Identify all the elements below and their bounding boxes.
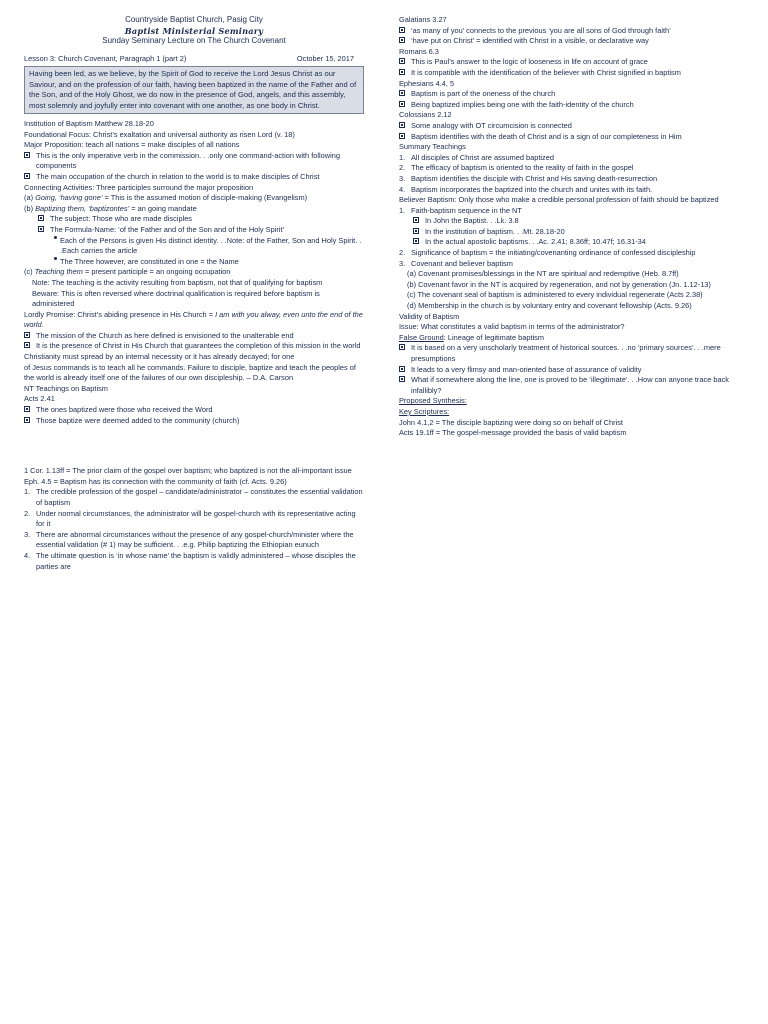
checkbox-bullet-icon — [413, 217, 419, 223]
checkbox-bullet-icon — [399, 344, 405, 350]
left-column — [24, 15, 364, 572]
list-item: (d) Membership in the church is by voluntary entry and covenant fellowship (Acts. 9.26) — [407, 301, 692, 311]
seminary-name: Baptist Ministerial Seminary — [124, 25, 264, 36]
teaching-note: Note: The teaching is the activity resulting from baptism, not that of qualifying for baptism — [32, 277, 323, 287]
list-item: 1. Faith-baptism sequence in the NT — [399, 205, 522, 215]
list-item: 1. All disciples of Christ are assumed baptized — [399, 152, 554, 162]
list-item: 2. Under normal circumstances, the administrator will be gospel-church with its representative acting for it — [24, 508, 356, 529]
participle-a: (a) Going, ‘having gone’ = This is the assumed motion of disciple-making (Evangelism) — [24, 193, 308, 203]
ephesians-heading: Ephesians 4.4, 5 — [399, 78, 455, 88]
list-item: ‘as many of you’ connects to the previous ‘you are all sons of God through faith’ — [399, 26, 747, 37]
checkbox-bullet-icon — [399, 133, 405, 139]
ephesians-reference: Eph. 4.5 = Baptism has its connection with the community of faith (cf. Acts. 9.26) — [24, 476, 287, 486]
list-item: In the actual apostolic baptisms. . .Ac. 2.41; 8.36ff; 10.47f; 16.31-34 — [399, 237, 747, 248]
covenant-quote-box: Having been led, as we believe, by the Spirit of God to receive the Lord Jesus Christ as our Saviour, and on the profession of our faith, having been baptized in the name of the Father and of the Son, and of the Holy Ghost, we do now in the presence of God, angels, and this assembly, most solemnly and joyfully enter into covenant with one another, as one body in Christ. — [24, 66, 364, 114]
corinthians-reference: 1 Cor. 1.13ff = The prior claim of the gospel over baptism; who baptized is not the all-important issue — [24, 466, 352, 476]
checkbox-bullet-icon — [24, 173, 30, 179]
major-proposition: Major Proposition: teach all nations = make disciples of all nations — [24, 140, 240, 150]
list-item: This is Paul’s answer to the logic of looseness in life on account of grace — [399, 57, 747, 68]
list-item: In the institution of baptism. . .Mt. 28.18-20 — [399, 227, 747, 238]
checkbox-bullet-icon — [399, 27, 405, 33]
list-item: 3. Baptism identifies the disciple with Christ and His saving death-resurrection — [399, 173, 658, 183]
list-item: What if somewhere along the line, one is proved to be ‘illegitimate’. . .How can anyone trace back infallibly? — [399, 375, 747, 396]
list-item: Baptism is part of the oneness of the church — [399, 89, 747, 100]
list-item: 4. Baptism incorporates the baptized into the church and unites with its faith. — [399, 184, 653, 194]
believer-baptism: Believer Baptism: Only those who make a credible personal profession of faith should be baptized — [399, 195, 719, 205]
checkbox-bullet-icon — [399, 69, 405, 75]
summary-title: Summary Teachings — [399, 142, 466, 152]
list-item: ‘have put on Christ’ = identified with Christ in a visible, or declarative way — [399, 36, 747, 47]
checkbox-bullet-icon — [24, 152, 30, 158]
list-item: It is based on a very unscholarly treatment of historical sources. . .no ‘primary sources’. . .mere presumptions — [399, 343, 747, 364]
list-item: The main occupation of the church in relation to the world is to make disciples of Christ — [24, 172, 364, 183]
right-column — [399, 15, 747, 439]
list-item: 2. Significance of baptism = the initiating/covenanting ordinance of confessed discipleship — [399, 248, 696, 258]
checkbox-bullet-icon — [24, 342, 30, 348]
proposed-synthesis: Proposed Synthesis: — [399, 396, 467, 406]
lecture-title: Sunday Seminary Lecture on The Church Covenant — [102, 36, 286, 46]
list-item: The Formula-Name: ‘of the Father and of the Son and of the Holy Spirit’ — [24, 225, 364, 236]
nt-teachings-title: NT Teachings on Baptism — [24, 383, 108, 393]
list-item: (a) Covenant promises/blessings in the NT are spiritual and redemptive (Heb. 8.7ff) — [407, 269, 679, 279]
bullet-dot-icon — [54, 236, 57, 239]
list-item: 2. The efficacy of baptism is oriented to the reality of faith in the gospel — [399, 163, 634, 173]
validity-title: Validity of Baptism — [399, 311, 460, 321]
list-item: (b) Covenant favor in the NT is acquired by regeneration, and not by generation (Jn. 1.12-13) — [407, 279, 711, 289]
checkbox-bullet-icon — [399, 122, 405, 128]
carson-quote-line1: Christianity must spread by an internal necessity or it has already decayed; for one — [24, 352, 295, 362]
john-reference: John 4.1,2 = The disciple baptizing were doing so on behalf of Christ — [399, 417, 623, 427]
checkbox-bullet-icon — [413, 238, 419, 244]
list-item: Each of the Persons is given His distinct identity. . .Note: of the Father, Son and Holy Spirit. . .Each carries the article — [24, 236, 364, 257]
list-item: The mission of the Church as here defined is envisioned to the unalterable end — [24, 331, 364, 342]
foundational-focus: Foundational Focus: Christ’s exaltation and universal authority as risen Lord (v. 18) — [24, 129, 295, 139]
romans-reference: Romans 6.3 — [399, 46, 439, 56]
checkbox-bullet-icon — [399, 90, 405, 96]
lesson-line — [24, 54, 364, 65]
list-item: The ones baptized were those who received the Word — [24, 405, 364, 416]
list-item: 4. The ultimate question is ‘in whose name’ the baptism is validly administered – whose disciples the parties are — [24, 550, 356, 571]
connecting-activities: Connecting Activities: Three participles surround the major proposition — [24, 182, 254, 192]
list-item: 3. Covenant and believer baptism — [399, 258, 513, 268]
checkbox-bullet-icon — [24, 417, 30, 423]
list-item: Being baptized implies being one with the faith-identity of the church — [399, 100, 747, 111]
participle-b: (b) Baptizing them, ‘baptizontes’ = an going mandate — [24, 203, 197, 213]
checkbox-bullet-icon — [413, 228, 419, 234]
checkbox-bullet-icon — [24, 332, 30, 338]
galatians-reference: Galatians 3.27 — [399, 15, 447, 24]
list-item: Some analogy with OT circumcision is connected — [399, 121, 747, 132]
validity-issue: Issue: What constitutes a valid baptism in terms of the administrator? — [399, 322, 625, 332]
list-item: Those baptize were deemed added to the community (church) — [24, 416, 364, 427]
bullet-dot-icon — [54, 257, 57, 260]
colossians-reference: Colossians 2.12 — [399, 110, 452, 120]
lordly-promise: Lordly Promise: Christ’s abiding presence in His Church = I am with you alway, even unto the end of the world. — [24, 309, 363, 330]
list-item: (c) The covenant seal of baptism is administered to every individual regenerate (Acts 2.38) — [407, 290, 703, 300]
lesson-date: October 15, 2017 — [296, 53, 354, 63]
list-item: Baptism identifies with the death of Christ and is a sign of our completeness in Him — [399, 132, 747, 143]
list-item: This is the only imperative verb in the commission. . .only one command-action with following components — [24, 151, 364, 172]
carson-quote-line2: of Jesus commands is to teach all he commands. Failure to disciple, baptize and teach the peoples of the world is already itself one of the failures of our own discipleship. – D.A. Carson — [24, 362, 356, 383]
checkbox-bullet-icon — [399, 366, 405, 372]
document-header — [24, 15, 364, 47]
checkbox-bullet-icon — [38, 215, 44, 221]
participle-c: (c) Teaching them = present participle = an ongoing occupation — [24, 267, 231, 277]
lesson-title: Lesson 3: Church Covenant, Paragraph 1 (part 2) — [24, 53, 187, 63]
list-item: The subject: Those who are made disciples — [24, 214, 364, 225]
checkbox-bullet-icon — [399, 101, 405, 107]
checkbox-bullet-icon — [399, 37, 405, 43]
institution-title: Institution of Baptism Matthew 28.18-20 — [24, 119, 154, 128]
key-scriptures: Key Scriptures: — [399, 406, 450, 416]
checkbox-bullet-icon — [399, 376, 405, 382]
teaching-beware: Beware: This is often reversed where doctrinal qualification is required before baptism is administered — [32, 288, 320, 309]
list-item: 1. The credible profession of the gospel – candidate/administrator – constitutes the essential validation of baptism — [24, 487, 363, 507]
list-item: It is the presence of Christ in His Church that guarantees the completion of this mission in the world — [24, 341, 364, 352]
list-item: It leads to a very flimsy and man-oriented base of assurance of validity — [399, 365, 747, 376]
list-item: In John the Baptist. . .Lk. 3.8 — [399, 216, 747, 227]
checkbox-bullet-icon — [38, 226, 44, 232]
list-item: The Three however, are constituted in one = the Name — [24, 257, 364, 268]
list-item: It is compatible with the identification of the believer with Christ signified in baptism — [399, 68, 747, 79]
false-ground: False Ground: Lineage of legitimate baptism — [399, 332, 545, 342]
checkbox-bullet-icon — [399, 58, 405, 64]
list-item: 3. There are abnormal circumstances without the presence of any gospel-church/minister where the essential validation (# 1) may be sufficient. . .e.g. Philip baptizing the Ethiopian eunuch — [24, 529, 354, 550]
checkbox-bullet-icon — [24, 406, 30, 412]
acts-reference: Acts 2.41 — [24, 394, 55, 404]
church-name: Countryside Baptist Church, Pasig City — [125, 15, 263, 24]
spacer — [24, 426, 364, 466]
acts19-reference: Acts 19.1ff = The gospel-message provided the basis of valid baptism — [399, 428, 627, 438]
